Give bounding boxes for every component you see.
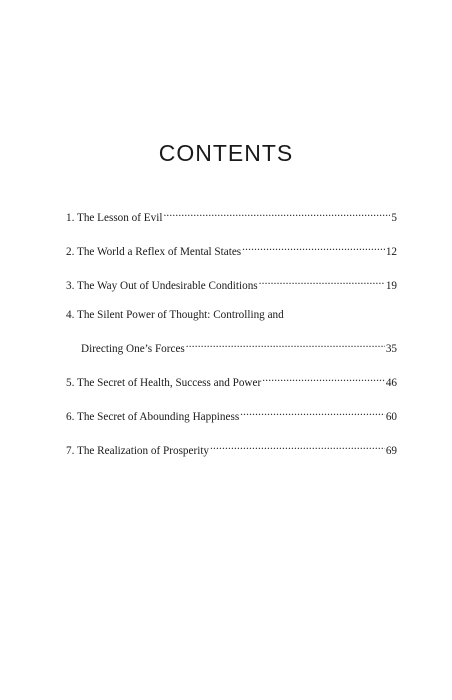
toc-entry-2	[66, 240, 397, 260]
toc-entry-title: 6. The Secret of Abounding Happiness	[66, 411, 240, 423]
toc-entry-5	[66, 371, 397, 391]
toc-entry-1	[66, 206, 397, 226]
toc-page-number: 69	[385, 445, 397, 457]
toc-entry-title: 3. The Way Out of Undesirable Conditions	[66, 280, 258, 292]
toc-entry-4	[66, 308, 397, 357]
toc-entry-7	[66, 439, 397, 459]
toc-entry-title: 5. The Secret of Health, Success and Power	[66, 377, 262, 389]
page-title: CONTENTS	[158, 140, 294, 166]
toc-entry-3	[66, 274, 397, 294]
toc-page-number: 12	[385, 246, 397, 258]
toc-entry-title: 4. The Silent Power of Thought: Controlling and	[66, 309, 284, 321]
dot-leader	[242, 240, 385, 255]
toc-entry-title: 7. The Realization of Prosperity	[66, 445, 210, 457]
dot-leader	[163, 206, 390, 221]
dot-leader	[259, 274, 385, 289]
toc-entry-title: 1. The Lesson of Evil	[66, 212, 163, 224]
toc-page-number: 35	[385, 343, 397, 355]
toc-page-number: 60	[385, 411, 397, 423]
dot-leader	[210, 439, 385, 454]
toc-page-number: 5	[391, 212, 397, 224]
dot-leader	[262, 371, 385, 386]
toc-entry-title: 2. The World a Reflex of Mental States	[66, 246, 242, 258]
toc-entry-title-continued: Directing One’s Forces	[81, 343, 185, 355]
table-of-contents	[66, 206, 397, 473]
dot-leader	[240, 405, 385, 420]
toc-entry-6	[66, 405, 397, 425]
toc-page-number: 46	[385, 377, 397, 389]
toc-page-number: 19	[385, 280, 397, 292]
dot-leader	[186, 337, 385, 352]
